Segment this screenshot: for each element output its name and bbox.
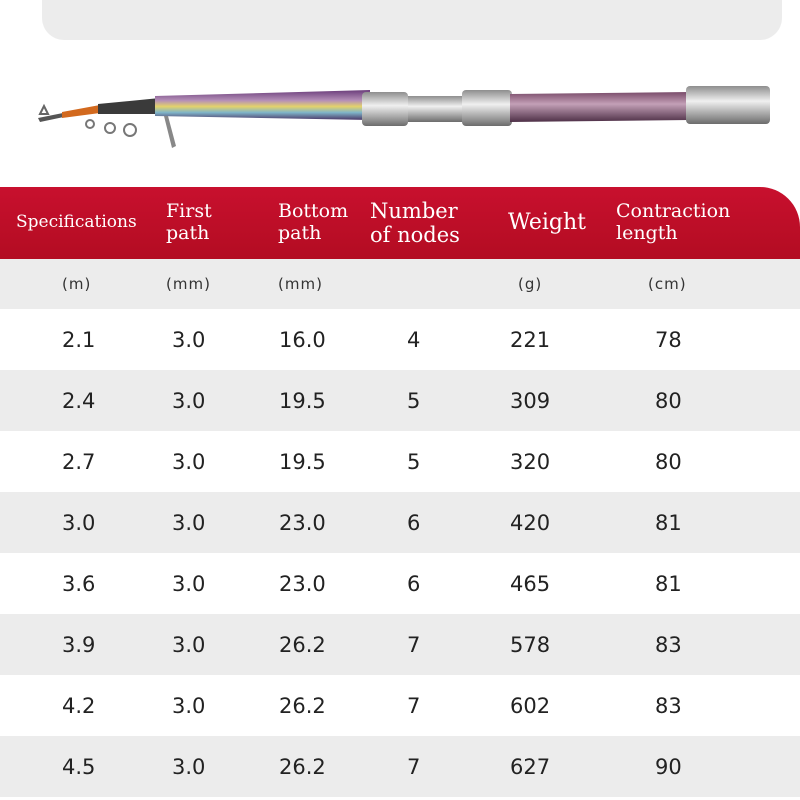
cell-first-path: 3.0: [172, 388, 206, 413]
cell-weight: 320: [510, 449, 551, 474]
fishing-rod-image: [0, 80, 800, 180]
cell-bottom-path: 19.5: [279, 449, 326, 474]
cell-bottom-path: 26.2: [279, 632, 326, 657]
units-row: [0, 259, 800, 309]
cell-specification: 3.6: [62, 571, 96, 596]
cell-weight: 578: [510, 632, 551, 657]
cell-contraction-length: 78: [655, 327, 682, 352]
header-weight: [508, 187, 608, 259]
cell-bottom-path: 16.0: [279, 327, 326, 352]
cell-contraction-length: 81: [655, 510, 682, 535]
cell-specification: 2.4: [62, 388, 96, 413]
cell-contraction-length: 80: [655, 388, 682, 413]
header-label: Bottom path: [278, 200, 349, 244]
cell-bottom-path: 19.5: [279, 388, 326, 413]
header-number-of-nodes: [370, 187, 490, 259]
cell-contraction-length: 83: [655, 632, 682, 657]
cell-number-of-nodes: 7: [407, 632, 421, 657]
cell-weight: 465: [510, 571, 551, 596]
header-label: Contraction length: [616, 200, 731, 244]
table-row: [0, 431, 800, 492]
cell-weight: 420: [510, 510, 551, 535]
header-label: First path: [166, 200, 212, 244]
cell-number-of-nodes: 5: [407, 449, 421, 474]
cell-bottom-path: 26.2: [279, 754, 326, 779]
cell-specification: 3.9: [62, 632, 96, 657]
cell-weight: 309: [510, 388, 551, 413]
cell-weight: 627: [510, 754, 551, 779]
specification-table: [0, 187, 800, 797]
table-header: [0, 187, 800, 259]
header-label: Specifications: [16, 212, 137, 233]
table-row: [0, 553, 800, 614]
cell-number-of-nodes: 5: [407, 388, 421, 413]
cell-number-of-nodes: 6: [407, 510, 421, 535]
header-contraction-length: [616, 187, 766, 259]
table-row: [0, 309, 800, 370]
table-body: [0, 309, 800, 797]
cell-contraction-length: 90: [655, 754, 682, 779]
header-first-path: [166, 187, 266, 259]
cell-number-of-nodes: 7: [407, 693, 421, 718]
cell-number-of-nodes: 4: [407, 327, 421, 352]
header-bottom-path: [278, 187, 378, 259]
unit-cell: (mm): [166, 275, 211, 293]
cell-specification: 4.2: [62, 693, 96, 718]
cell-first-path: 3.0: [172, 510, 206, 535]
top-banner: [42, 0, 782, 40]
table-row: [0, 675, 800, 736]
cell-weight: 221: [510, 327, 551, 352]
cell-contraction-length: 81: [655, 571, 682, 596]
cell-number-of-nodes: 7: [407, 754, 421, 779]
table-row: [0, 614, 800, 675]
cell-first-path: 3.0: [172, 632, 206, 657]
cell-contraction-length: 80: [655, 449, 682, 474]
cell-specification: 2.7: [62, 449, 96, 474]
cell-bottom-path: 23.0: [279, 571, 326, 596]
cell-bottom-path: 23.0: [279, 510, 326, 535]
unit-cell: (cm): [648, 275, 687, 293]
cell-number-of-nodes: 6: [407, 571, 421, 596]
cell-first-path: 3.0: [172, 327, 206, 352]
fishing-rod-illustration: [0, 80, 800, 180]
cell-first-path: 3.0: [172, 449, 206, 474]
cell-specification: 3.0: [62, 510, 96, 535]
cell-first-path: 3.0: [172, 693, 206, 718]
header-specifications: [16, 187, 166, 259]
unit-cell: (mm): [278, 275, 323, 293]
header-label: Number of nodes: [370, 198, 460, 247]
table-row: [0, 492, 800, 553]
cell-bottom-path: 26.2: [279, 693, 326, 718]
unit-cell: (g): [518, 275, 543, 293]
table-row: [0, 736, 800, 797]
table-row: [0, 370, 800, 431]
cell-weight: 602: [510, 693, 551, 718]
unit-cell: (m): [62, 275, 92, 293]
cell-specification: 4.5: [62, 754, 96, 779]
cell-contraction-length: 83: [655, 693, 682, 718]
cell-first-path: 3.0: [172, 754, 206, 779]
cell-first-path: 3.0: [172, 571, 206, 596]
cell-specification: 2.1: [62, 327, 96, 352]
header-label: Weight: [508, 210, 586, 236]
